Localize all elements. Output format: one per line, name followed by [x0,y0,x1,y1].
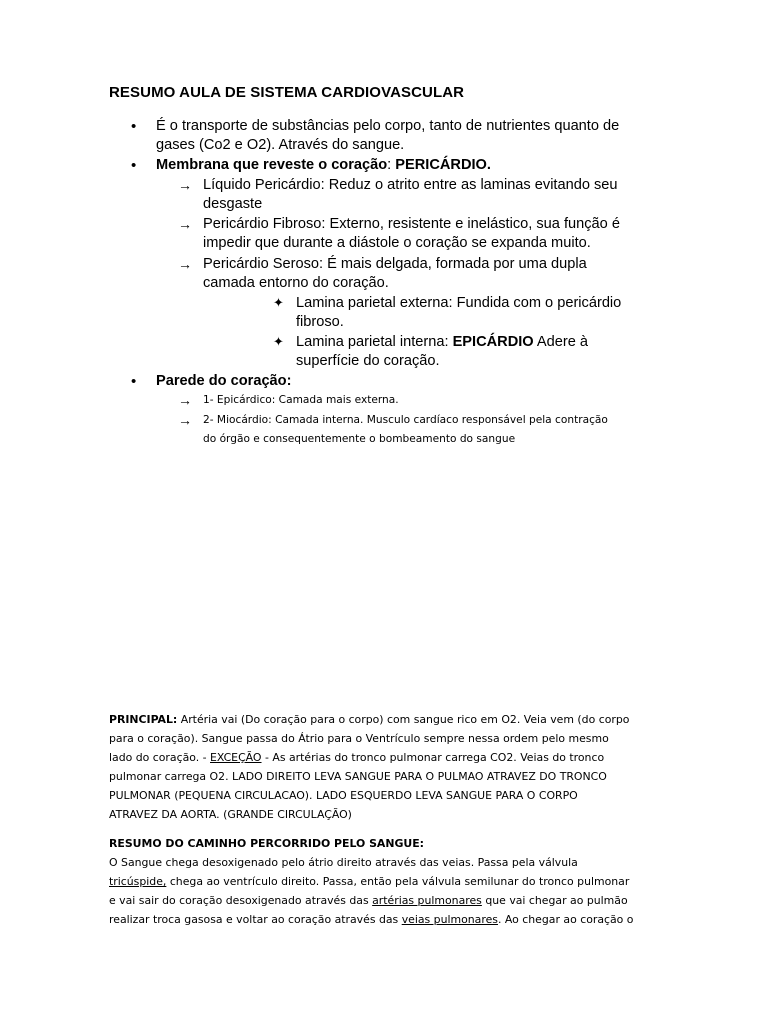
resumo-l4-underline: veias pulmonares [401,913,498,926]
star-item-1-line2: fibroso. [296,314,344,330]
star-item-2-line2: superfície do coração. [296,353,440,369]
arrow-right-icon: → [178,177,192,193]
bullet1-line2: gases (Co2 e O2). Através do sangue. [156,137,405,153]
bullet3-line [156,372,291,392]
resumo-l3-post: que vai chegar ao pulmão [481,894,628,907]
resumo-l4-pre: realizar troca gasosa e voltar ao coração através das [109,913,402,926]
principal-l3-exception: EXCEÇÃO [210,751,262,764]
arrow-item-1-line2: desgaste [203,196,263,212]
document-title: RESUMO AULA DE SISTEMA CARDIOVASCULAR [109,84,465,101]
resumo-line2 [109,872,629,891]
arrow-item-2-line2: impedir que durante a diástole o coração se expanda muito. [203,235,591,251]
bullet2-colon: : [387,157,396,173]
bullet3-label: Parede do coração: [156,373,292,389]
arrow-item-2-line1: Pericárdio Fibroso: Externo, resistente e inelástico, sua função é [203,216,620,232]
arrow-item-1-line1: Líquido Pericárdio: Reduz o atrito entre as laminas evitando seu [203,177,618,193]
arrow-right-icon: → [178,412,192,428]
resumo-l3-pre: e vai sair do coração desoxigenado através das [109,894,373,907]
resumo-line4 [109,910,633,929]
star-item-2-pre: Lamina parietal interna: [296,334,453,350]
bullet-icon: • [131,157,137,174]
bullet-icon: • [131,373,137,390]
wall-item-1: 1- Epicárdico: Camada mais externa. [203,394,399,406]
principal-l1: Artéria vai (Do coração para o corpo) com sangue rico em O2. Veia vem (do corpo [177,713,630,726]
resumo-line1: O Sangue chega desoxigenado pelo átrio direito através das veias. Passa pela válvula [109,856,578,869]
principal-l3-post: - As artérias do tronco pulmonar carrega CO2. Veias do tronco [261,751,605,764]
star-bullet-icon: ✦ [273,295,284,310]
principal-line5: PULMONAR (PEQUENA CIRCULACAO). LADO ESQUERDO LEVA SANGUE PARA O CORPO [109,789,578,802]
resumo-heading-text: RESUMO DO CAMINHO PERCORRIDO PELO SANGUE: [109,837,425,850]
principal-line1 [109,710,629,729]
arrow-right-icon: → [178,392,192,408]
bullet-icon: • [131,118,137,135]
star-item-2-post: Adere à [533,334,589,350]
bullet1-line1: É o transporte de substâncias pelo corpo, tanto de nutrientes quanto de [156,118,620,134]
resumo-l2-post: chega ao ventrículo direito. Passa, então pela válvula semilunar do tronco pulmonar [166,875,630,888]
arrow-item-3-line2: camada entorno do coração. [203,275,389,291]
resumo-heading [109,834,424,853]
bullet2-value: PERICÁRDIO. [395,157,491,173]
principal-line4: pulmonar carrega O2. LADO DIREITO LEVA SANGUE PARA O PULMAO ATRAVEZ DO TRONCO [109,770,607,783]
bullet2-line [156,156,491,176]
star-bullet-icon: ✦ [273,334,284,349]
star-item-2-line1 [296,333,588,353]
principal-line3 [109,748,604,767]
bullet2-label: Membrana que reveste o coração [156,157,388,173]
principal-label: PRINCIPAL: [109,713,178,726]
arrow-right-icon: → [178,216,192,232]
wall-item-2-line1: 2- Miocárdio: Camada interna. Musculo cardíaco responsável pela contração [203,414,608,426]
resumo-l3-underline: artérias pulmonares [372,894,482,907]
arrow-right-icon: → [178,256,192,272]
resumo-l2-underline: tricúspide, [109,875,167,888]
star-item-2-bold: EPICÁRDIO [452,334,534,350]
principal-l3-pre: lado do coração. - [109,751,211,764]
resumo-l4-post: . Ao chegar ao coração o [497,913,634,926]
principal-line6: ATRAVEZ DA AORTA. (GRANDE CIRCULAÇÃO) [109,808,352,821]
resumo-line3 [109,891,628,910]
wall-item-2-line2: do órgão e consequentemente o bombeamento do sangue [203,433,516,445]
arrow-item-3-line1: Pericárdio Seroso: É mais delgada, formada por uma dupla [203,256,587,272]
principal-line2: para o coração). Sangue passa do Átrio para o Ventrículo sempre nessa ordem pelo mesmo [109,732,609,745]
star-item-1-line1: Lamina parietal externa: Fundida com o pericárdio [296,295,622,311]
